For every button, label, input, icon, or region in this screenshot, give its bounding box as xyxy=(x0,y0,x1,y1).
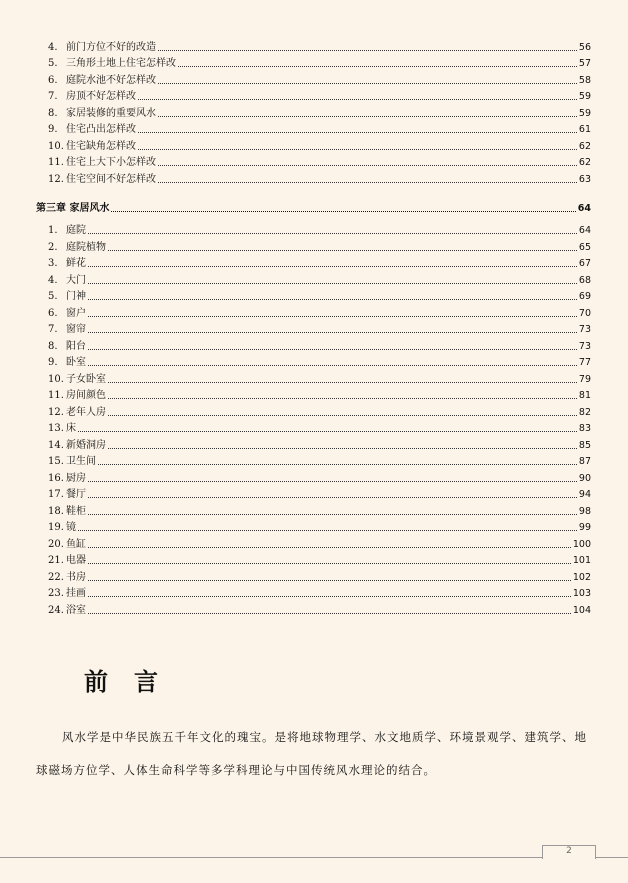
toc-item-title: 住宅缺角怎样改 xyxy=(66,140,136,152)
toc-item-page: 67 xyxy=(578,258,591,269)
toc-item-number: 5. xyxy=(48,58,58,69)
toc-item-number: 6. xyxy=(48,307,58,319)
toc-leader xyxy=(178,66,577,67)
toc-leader xyxy=(108,415,577,416)
toc-item-number: 5. xyxy=(48,291,58,302)
toc-item[interactable] xyxy=(36,501,591,518)
toc-item-title: 餐厅 xyxy=(66,489,86,500)
toc-leader xyxy=(88,481,577,482)
toc-chapter-title: 第三章 家居风水 xyxy=(36,202,110,214)
toc-item-number: 4. xyxy=(48,274,58,286)
toc-item-title: 鲜花 xyxy=(66,258,86,269)
toc-item-number: 18. xyxy=(48,505,64,517)
toc-item-page: 103 xyxy=(572,588,591,599)
toc-item-number: 8. xyxy=(48,340,58,352)
toc-item-page: 61 xyxy=(578,124,591,135)
toc-item-number: 24. xyxy=(48,604,64,616)
toc-leader xyxy=(78,530,577,531)
toc-item-number: 19. xyxy=(48,522,64,533)
toc-item-page: 65 xyxy=(578,241,591,253)
toc-item-number: 23. xyxy=(48,588,64,599)
toc-leader xyxy=(88,349,577,350)
toc-item-page: 99 xyxy=(578,522,591,533)
toc-item-page: 87 xyxy=(578,456,591,467)
toc-item[interactable] xyxy=(36,136,591,153)
toc-item[interactable] xyxy=(36,37,591,54)
toc-item[interactable] xyxy=(36,567,591,584)
toc-item-page: 82 xyxy=(578,406,591,418)
toc-item-page: 100 xyxy=(572,538,591,550)
toc-item-number: 9. xyxy=(48,357,58,368)
toc-item[interactable] xyxy=(36,336,591,353)
toc-leader xyxy=(88,299,577,300)
toc-item-title: 住宅上大下小怎样改 xyxy=(66,157,156,168)
toc-item-title: 前门方位不好的改造 xyxy=(66,41,156,53)
toc-item-number: 11. xyxy=(48,157,64,168)
toc-item-title: 庭院植物 xyxy=(66,241,106,253)
toc-item-page: 77 xyxy=(578,357,591,368)
toc-item-page: 68 xyxy=(578,274,591,286)
toc-leader xyxy=(88,563,571,564)
toc-item[interactable] xyxy=(36,518,591,535)
toc-item-title: 房间颜色 xyxy=(66,390,106,401)
toc-item-title: 浴室 xyxy=(66,604,86,616)
toc-leader xyxy=(88,283,577,284)
toc-item-number: 6. xyxy=(48,74,58,86)
toc-item-number: 2. xyxy=(48,241,58,253)
toc-item-page: 56 xyxy=(578,41,591,53)
toc-item-title: 子女卧室 xyxy=(66,373,106,385)
toc-item[interactable] xyxy=(36,353,591,370)
toc-item-page: 102 xyxy=(572,571,591,583)
toc-item[interactable] xyxy=(36,452,591,469)
toc-item-title: 厨房 xyxy=(66,472,86,484)
toc-item-number: 10. xyxy=(48,373,64,385)
toc-item-number: 7. xyxy=(48,324,58,335)
toc-item-title: 鞋柜 xyxy=(66,505,86,517)
toc-item-number: 16. xyxy=(48,472,64,484)
toc-item[interactable] xyxy=(36,221,591,238)
toc-item-title: 家居装修的重要风水 xyxy=(66,107,156,119)
toc-item[interactable] xyxy=(36,534,591,551)
toc-item-title: 三角形土地上住宅怎样改 xyxy=(66,58,176,69)
toc-leader xyxy=(88,547,571,548)
toc-item-title: 阳台 xyxy=(66,340,86,352)
toc-item[interactable] xyxy=(36,287,591,304)
toc-item-page: 85 xyxy=(578,439,591,451)
toc-item[interactable] xyxy=(36,435,591,452)
toc-item-title: 书房 xyxy=(66,571,86,583)
toc-item-number: 22. xyxy=(48,571,64,583)
toc-leader xyxy=(108,448,577,449)
toc-section-after xyxy=(36,221,591,617)
toc-item[interactable] xyxy=(36,402,591,419)
toc-item-title: 庭院 xyxy=(66,225,86,236)
toc-item-page: 101 xyxy=(572,555,591,566)
toc-item-page: 79 xyxy=(578,373,591,385)
toc-leader xyxy=(88,580,571,581)
toc-item-title: 房顶不好怎样改 xyxy=(66,91,136,102)
toc-section-before xyxy=(36,37,591,186)
toc-item[interactable] xyxy=(36,270,591,287)
table-of-contents xyxy=(36,37,591,617)
toc-leader xyxy=(158,165,577,166)
toc-item-page: 73 xyxy=(578,340,591,352)
toc-item[interactable] xyxy=(36,386,591,403)
toc-item-page: 59 xyxy=(578,107,591,119)
toc-leader xyxy=(108,398,577,399)
toc-leader xyxy=(108,382,577,383)
toc-chapter-row[interactable] xyxy=(36,195,591,215)
toc-item-title: 床 xyxy=(66,423,76,434)
toc-leader xyxy=(88,316,577,317)
toc-item[interactable] xyxy=(36,87,591,104)
toc-leader xyxy=(158,116,577,117)
toc-item-number: 1. xyxy=(48,225,58,236)
toc-leader xyxy=(88,233,577,234)
toc-item-number: 12. xyxy=(48,406,64,418)
toc-item-page: 73 xyxy=(578,324,591,335)
page-number: 2 xyxy=(566,846,572,856)
toc-leader xyxy=(138,132,577,133)
toc-item-page: 62 xyxy=(578,157,591,168)
toc-item-title: 门神 xyxy=(66,291,86,302)
toc-item-title: 住宅凸出怎样改 xyxy=(66,124,136,135)
toc-leader xyxy=(138,149,577,150)
toc-item-page: 90 xyxy=(578,472,591,484)
toc-item[interactable] xyxy=(36,237,591,254)
toc-item-page: 64 xyxy=(578,225,591,236)
toc-item-title: 鱼缸 xyxy=(66,538,86,550)
toc-item-title: 挂画 xyxy=(66,588,86,599)
toc-item[interactable] xyxy=(36,303,591,320)
toc-item[interactable] xyxy=(36,120,591,137)
toc-item-page: 63 xyxy=(578,173,591,185)
toc-item-number: 10. xyxy=(48,140,64,152)
toc-item-page: 70 xyxy=(578,307,591,319)
toc-leader xyxy=(98,464,577,465)
toc-item[interactable] xyxy=(36,485,591,502)
toc-item-title: 新婚洞房 xyxy=(66,439,106,451)
toc-item[interactable] xyxy=(36,70,591,87)
toc-item-number: 3. xyxy=(48,258,58,269)
toc-item-number: 11. xyxy=(48,390,64,401)
toc-item-page: 59 xyxy=(578,91,591,102)
toc-item[interactable] xyxy=(36,369,591,386)
toc-item-page: 94 xyxy=(578,489,591,500)
toc-chapter-page: 64 xyxy=(577,202,591,214)
toc-item-title: 大门 xyxy=(66,274,86,286)
toc-item-page: 81 xyxy=(578,390,591,401)
toc-item-title: 镜 xyxy=(66,522,76,533)
toc-leader xyxy=(78,431,577,432)
toc-item-number: 7. xyxy=(48,91,58,102)
toc-item[interactable] xyxy=(36,600,591,617)
toc-leader xyxy=(158,83,577,84)
preface-body: 风水学是中华民族五千年文化的瑰宝。是将地球物理学、水文地质学、环境景观学、建筑学、地球磁场方位学、人体生命科学等多学科理论与中国传统风水理论的结合。 xyxy=(36,730,587,777)
toc-item-number: 21. xyxy=(48,555,64,566)
toc-item-page: 69 xyxy=(578,291,591,302)
toc-item-page: 83 xyxy=(578,423,591,434)
toc-leader xyxy=(88,497,577,498)
toc-item[interactable] xyxy=(36,419,591,436)
toc-item-number: 14. xyxy=(48,439,64,451)
toc-item[interactable] xyxy=(36,153,591,170)
toc-leader xyxy=(88,332,577,333)
toc-leader xyxy=(88,613,571,614)
toc-item[interactable] xyxy=(36,320,591,337)
toc-item-number: 15. xyxy=(48,456,64,467)
toc-item-page: 104 xyxy=(572,604,591,616)
toc-item-title: 老年人房 xyxy=(66,406,106,418)
toc-item-title: 庭院水池不好怎样改 xyxy=(66,74,156,86)
toc-item[interactable] xyxy=(36,169,591,186)
toc-leader xyxy=(108,250,577,251)
toc-leader xyxy=(88,514,577,515)
toc-item-title: 窗户 xyxy=(66,307,86,319)
toc-item[interactable] xyxy=(36,551,591,568)
toc-item[interactable] xyxy=(36,468,591,485)
preface-heading: 前言 xyxy=(84,667,184,696)
toc-item-page: 58 xyxy=(578,74,591,86)
toc-item-page: 62 xyxy=(578,140,591,152)
toc-item-number: 9. xyxy=(48,124,58,135)
toc-item[interactable] xyxy=(36,584,591,601)
toc-item-title: 卧室 xyxy=(66,357,86,368)
toc-leader xyxy=(138,99,577,100)
toc-leader xyxy=(158,50,577,51)
toc-item-number: 13. xyxy=(48,423,64,434)
toc-item[interactable] xyxy=(36,103,591,120)
toc-item[interactable] xyxy=(36,54,591,71)
toc-item-number: 20. xyxy=(48,538,64,550)
toc-item-page: 57 xyxy=(578,58,591,69)
toc-leader xyxy=(88,365,577,366)
toc-item-page: 98 xyxy=(578,505,591,517)
toc-leader xyxy=(158,182,577,183)
toc-item-title: 住宅空间不好怎样改 xyxy=(66,173,156,185)
toc-item-number: 17. xyxy=(48,489,64,500)
toc-item-title: 电器 xyxy=(66,555,86,566)
toc-leader xyxy=(88,266,577,267)
toc-item-title: 卫生间 xyxy=(66,456,96,467)
toc-item-number: 4. xyxy=(48,41,58,53)
toc-leader xyxy=(111,211,575,212)
toc-leader xyxy=(88,596,571,597)
footer-rule xyxy=(0,857,628,858)
toc-item-number: 8. xyxy=(48,107,58,119)
toc-item[interactable] xyxy=(36,254,591,271)
toc-item-title: 窗帘 xyxy=(66,324,86,335)
toc-item-number: 12. xyxy=(48,173,64,185)
